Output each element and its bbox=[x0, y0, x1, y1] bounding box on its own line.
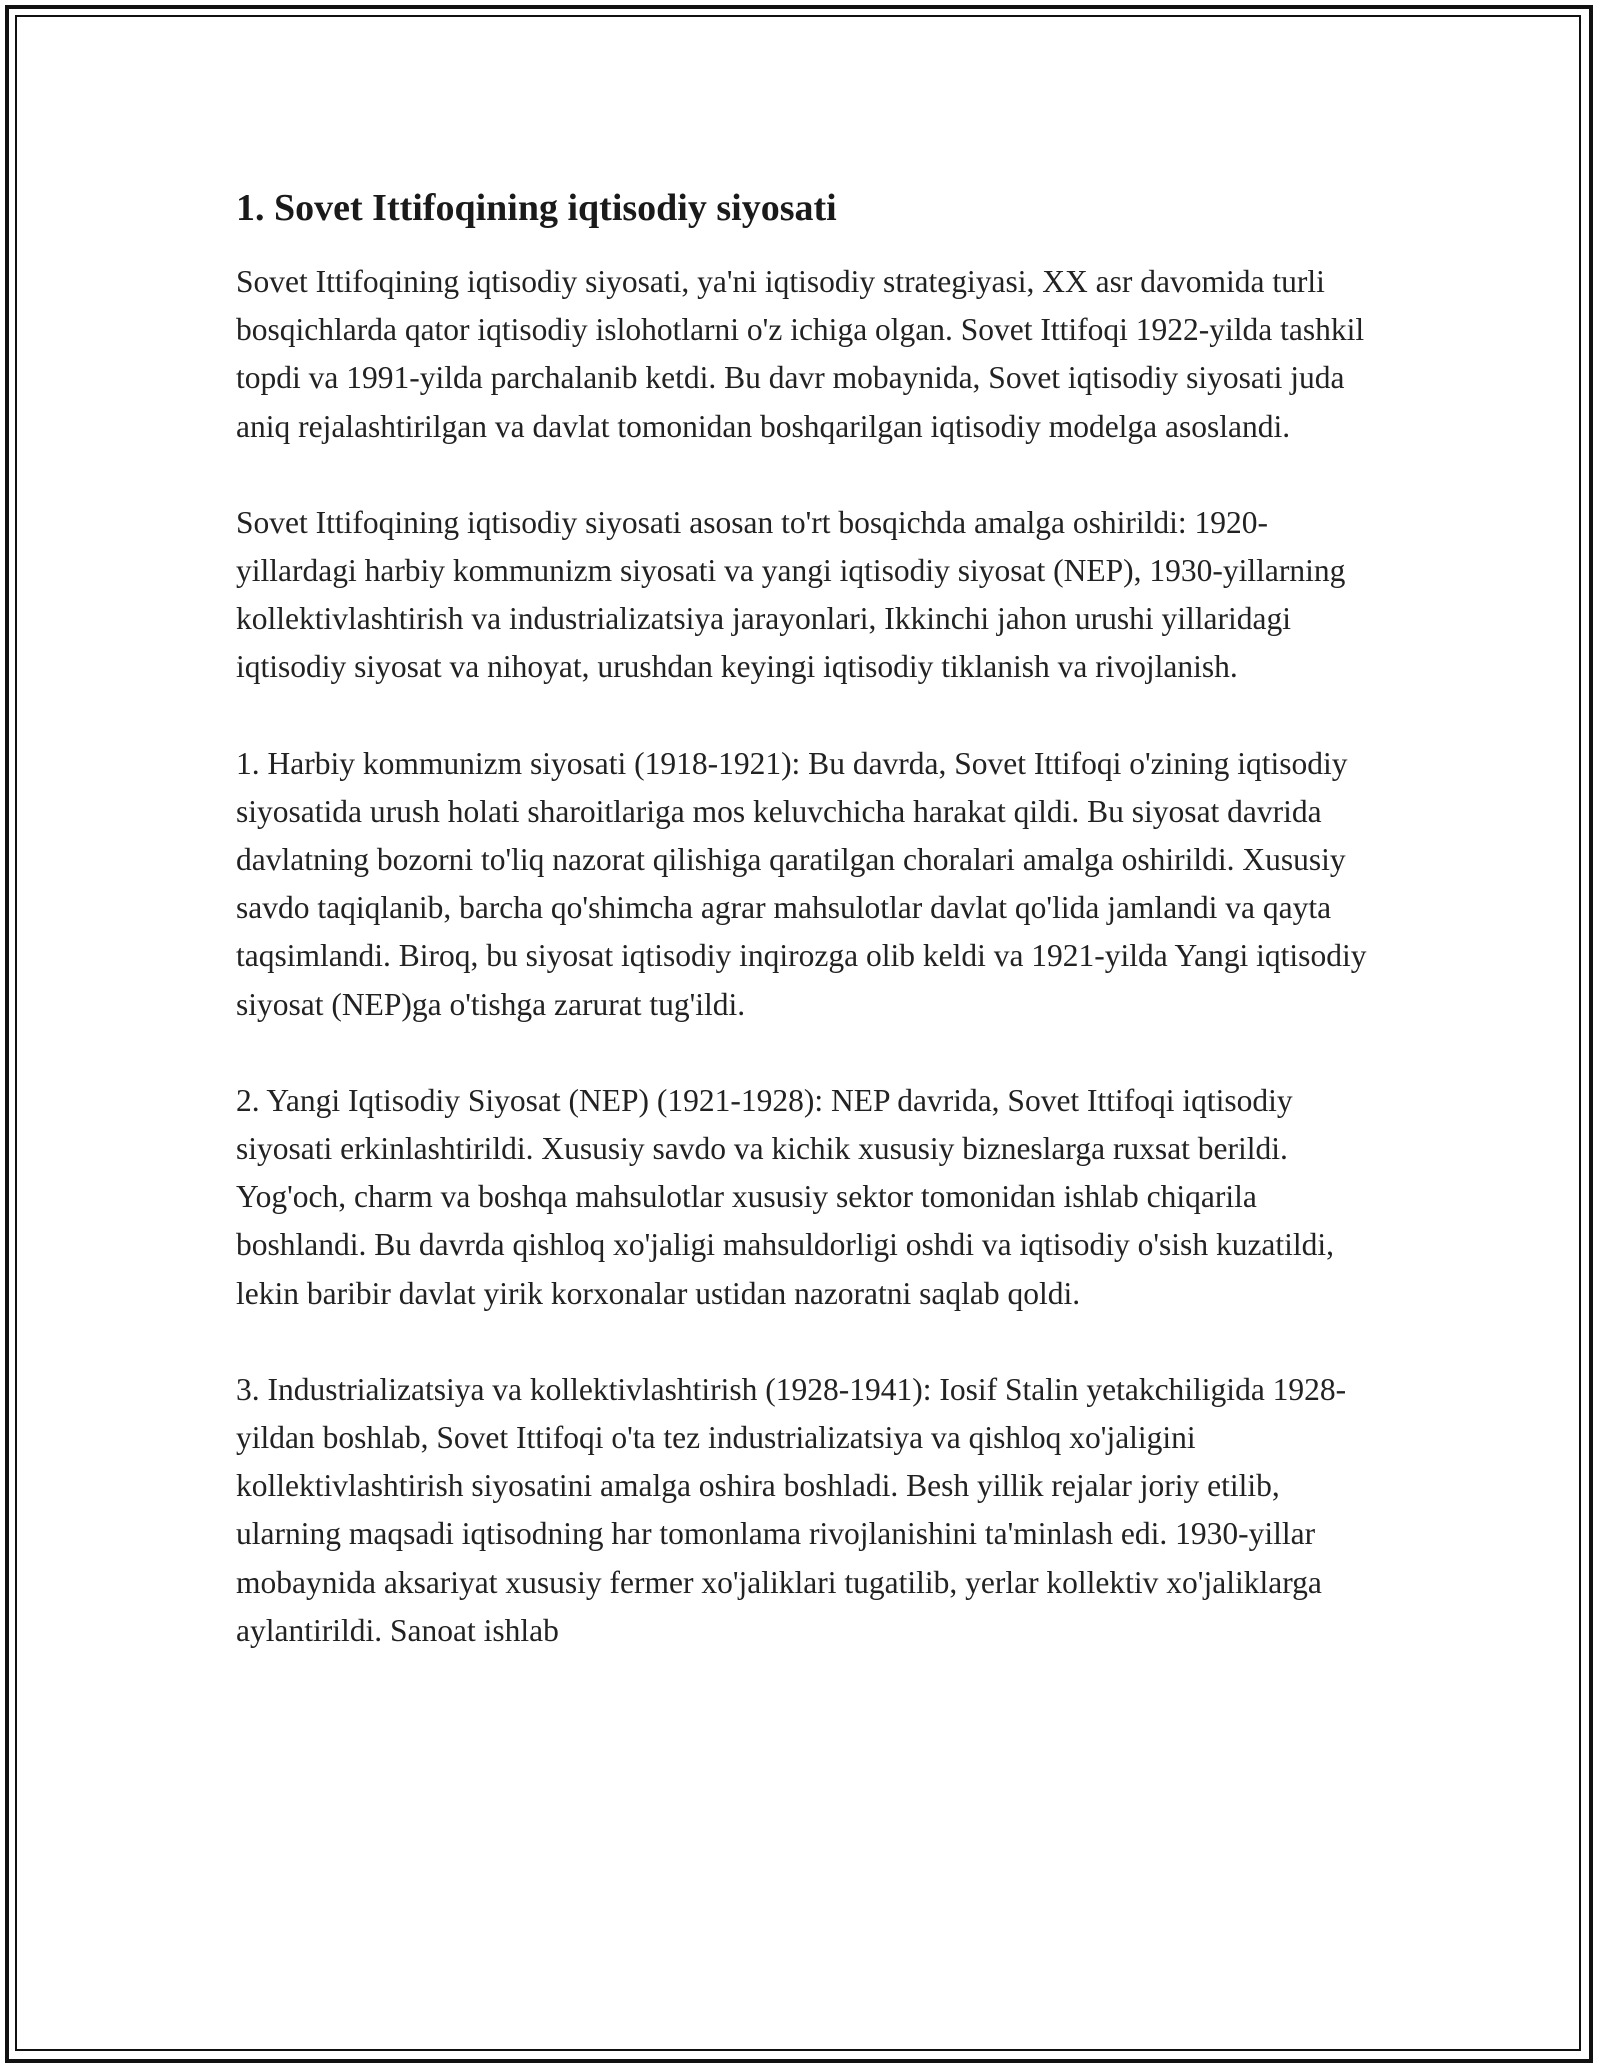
paragraph-intro: Sovet Ittifoqining iqtisodiy siyosati, ya'ni iqtisodiy strategiyasi, XX asr davomida turli bosqichlarda qator iqtisodiy islohotlarni o'z ichiga olgan. Sovet Ittifoqi 1922-yilda tashkil topdi va 1991-yilda parchalanib ketdi. Bu davr mobaynida, Sovet iqtisodiy siyosati juda aniq rejalashtirilgan va davlat tomonidan boshqarilgan iqtisodiy modelga asoslandi. bbox=[236, 264, 1365, 444]
paragraph-nep: 2. Yangi Iqtisodiy Siyosat (NEP) (1921-1928): NEP davrida, Sovet Ittifoqi iqtisodiy siyosati erkinlashtirildi. Xususiy savdo va kichik xususiy bizneslarga ruxsat berildi. Yog'och, charm va boshqa mahsulotlar xususiy sektor tomonidan ishlab chiqarila boshlandi. Bu davrda qishloq xo'jaligi mahsuldorligi oshdi va iqtisodiy o'sish kuzatildi, lekin baribir davlat yirik korxonalar ustidan nazoratni saqlab qoldi. bbox=[236, 1082, 1335, 1311]
paragraph-stages-overview: Sovet Ittifoqining iqtisodiy siyosati asosan to'rt bosqichda amalga oshirildi: 1920-yillardagi harbiy kommunizm siyosati va yangi iqtisodiy siyosat (NEP), 1930-yillarning kollektivlashtirish va industrializatsiya jarayonlari, Ikkinchi jahon urushi yillaridagi iqtisodiy siyosat va nihoyat, urushdan keyingi iqtisodiy tiklanish va rivojlanish. bbox=[236, 504, 1346, 685]
section-heading: 1. Sovet Ittifoqining iqtisodiy siyosati bbox=[236, 187, 837, 229]
paragraph-industrialization: 3. Industrializatsiya va kollektivlashtirish (1928-1941): Iosif Stalin yetakchiligida 1928-yildan boshlab, Sovet Ittifoqi o'ta tez industrializatsiya va qishloq xo'jaligini kollektivlashtirish siyosatini amalga oshira boshladi. Besh yillik rejalar joriy etilib, ularning maqsadi iqtisodning har tomonlama rivojlanishini ta'minlash edi. 1930-yillar mobaynida aksariyat xususiy fermer xo'jaliklari tugatilib, yerlar kollektiv xo'jaliklarga aylantirildi. Sanoat ishlab bbox=[236, 1371, 1347, 1648]
document-body bbox=[236, 184, 1376, 1703]
paragraph-war-communism: 1. Harbiy kommunizm siyosati (1918-1921): Bu davrda, Sovet Ittifoqi o'zining iqtisodiy siyosatida urush holati sharoitlariga mos keluvchicha harakat qildi. Bu siyosat davrida davlatning bozorni to'liq nazorat qilishiga qaratilgan choralari amalga oshirildi. Xususiy savdo taqiqlanib, barcha qo'shimcha agrar mahsulotlar davlat qo'lida jamlandi va qayta taqsimlandi. Biroq, bu siyosat iqtisodiy inqirozga olib keldi va 1921-yilda Yangi iqtisodiy siyosat (NEP)ga o'tishga zarurat tug'ildi. bbox=[236, 745, 1367, 1022]
